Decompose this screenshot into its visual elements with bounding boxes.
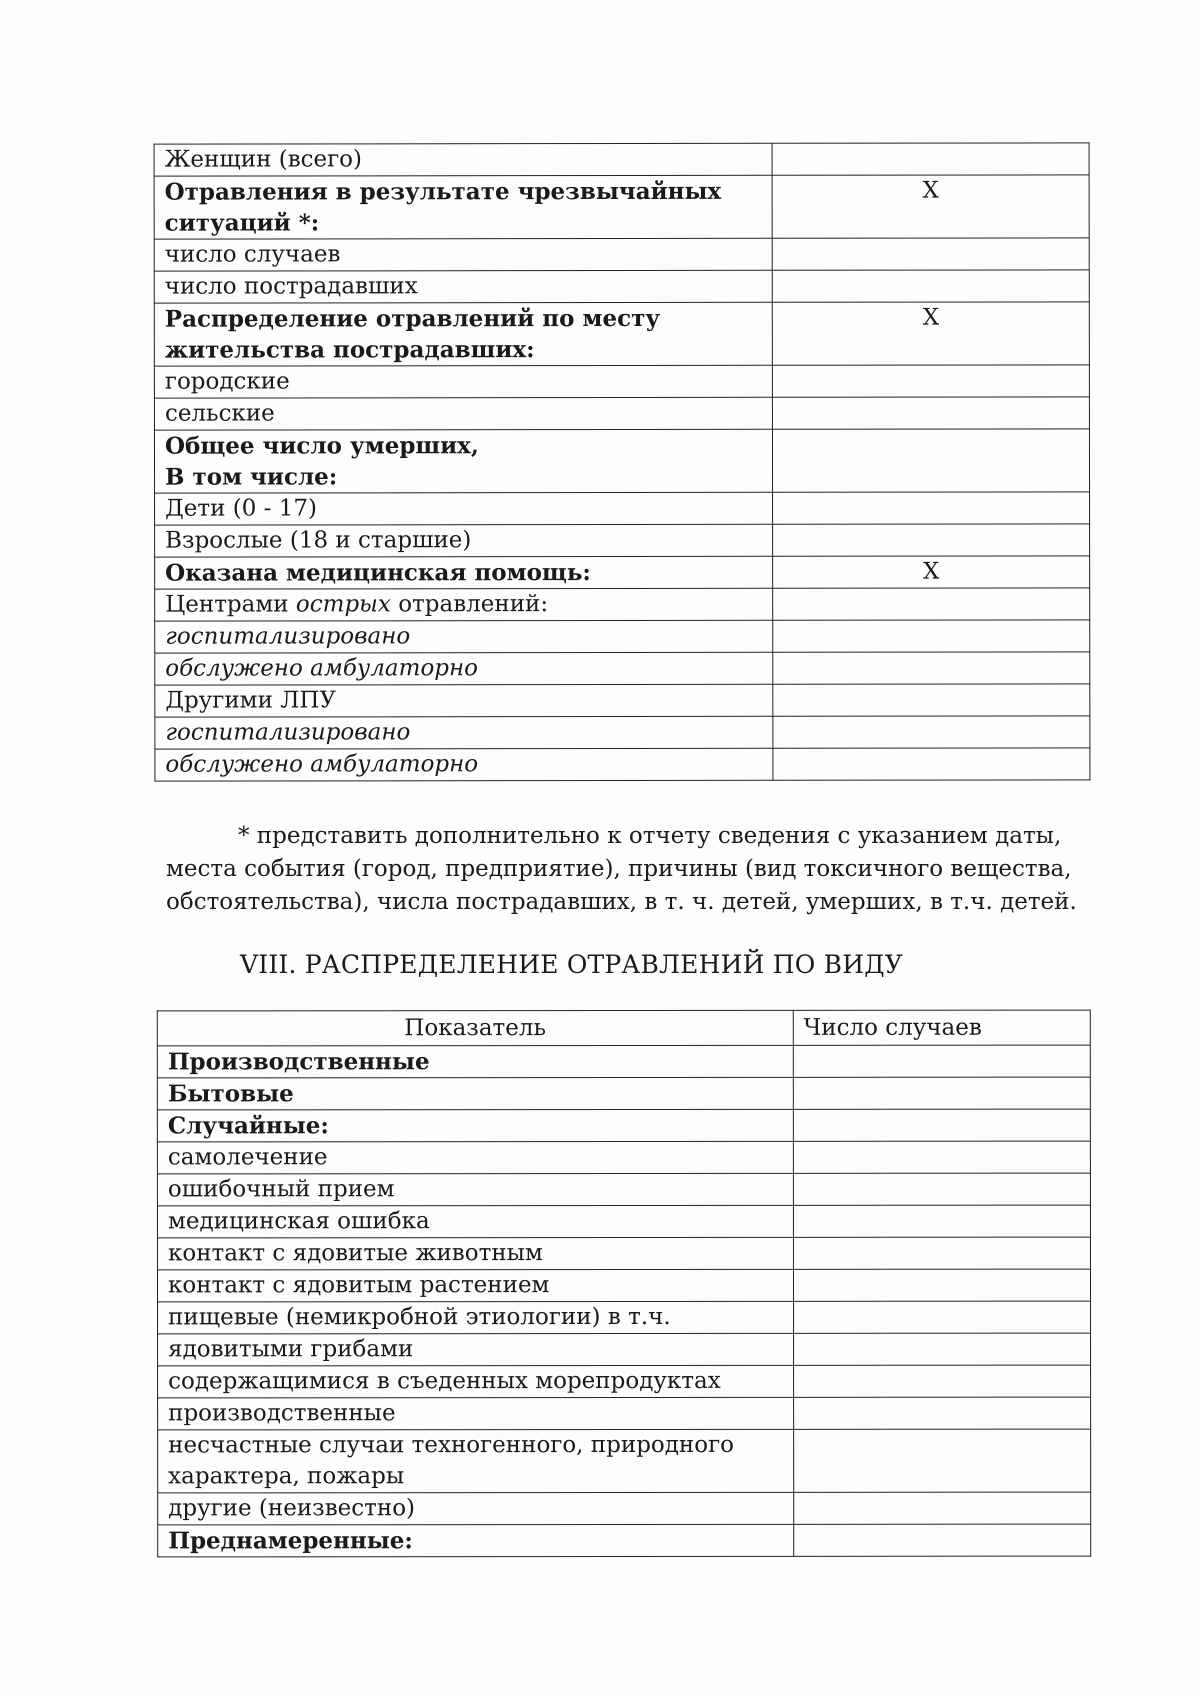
table-row	[155, 748, 1090, 781]
row-label: содержащимися в съеденных морепродуктах	[158, 1365, 794, 1398]
row-value	[793, 1333, 1090, 1365]
table-row	[154, 270, 1089, 303]
row-label: пищевые (немикробной этиологии) в т.ч.	[158, 1301, 794, 1334]
row-label: городские	[154, 365, 772, 398]
table-row	[154, 302, 1089, 366]
row-label: сельские	[154, 397, 772, 430]
row-value	[773, 365, 1090, 397]
row-label: другие (неизвестно)	[158, 1492, 794, 1525]
row-label: Оказана медицинская помощь:	[155, 556, 773, 589]
row-label: ошибочный прием	[157, 1173, 793, 1206]
row-value	[793, 1429, 1090, 1492]
footnote-line: места события (город, предприятие), причины (вид токсичного вещества,	[166, 856, 1072, 882]
table-row	[154, 365, 1089, 398]
table-row	[158, 1301, 1091, 1334]
table-row	[154, 397, 1089, 430]
footnote	[166, 820, 1096, 919]
row-value	[773, 684, 1090, 716]
table-row	[158, 1492, 1091, 1525]
row-value	[793, 1173, 1090, 1205]
row-value	[773, 588, 1090, 620]
table-row	[158, 1333, 1091, 1366]
row-value	[793, 1269, 1090, 1301]
poisoning-details-table	[154, 142, 1091, 781]
table-row	[155, 652, 1090, 685]
table-row	[157, 1077, 1090, 1110]
row-label	[155, 588, 773, 621]
table-row	[155, 684, 1090, 717]
row-label: число случаев	[154, 238, 772, 271]
row-label: обслужено амбулаторно	[155, 748, 773, 781]
row-label: Бытовые	[157, 1077, 793, 1110]
row-label: Взрослые (18 и старшие)	[155, 524, 773, 557]
row-value	[793, 1301, 1090, 1333]
footnote-line: обстоятельства), числа пострадавших, в т. ч. детей, умерших, в т.ч. детей.	[166, 889, 1077, 915]
row-label: несчастные случаи техногенного, природного характера, пожары	[158, 1429, 794, 1493]
row-label: число пострадавших	[154, 270, 772, 303]
table-row	[154, 175, 1089, 239]
row-value	[773, 620, 1090, 652]
row-label: контакт с ядовитые животным	[157, 1237, 793, 1270]
table-row	[154, 238, 1089, 271]
table-row	[155, 716, 1090, 749]
row-label: Дети (0 - 17)	[155, 492, 773, 525]
row-value	[793, 1045, 1090, 1077]
table-row	[157, 1045, 1090, 1078]
row-value	[793, 1237, 1090, 1269]
row-value: X	[772, 302, 1089, 365]
row-label: обслужено амбулаторно	[155, 652, 773, 685]
row-label: медицинская ошибка	[157, 1205, 793, 1238]
row-label: Общее число умерших, В том числе:	[154, 429, 772, 493]
row-value	[772, 143, 1089, 175]
row-value	[793, 1524, 1090, 1556]
column-header-count: Число случаев	[793, 1010, 1090, 1045]
footnote-line: * представить дополнительно к отчету сведения с указанием даты,	[238, 823, 1062, 849]
row-value	[773, 716, 1090, 748]
row-label: Другими ЛПУ	[155, 684, 773, 717]
table-row	[154, 143, 1089, 176]
row-value	[793, 1077, 1090, 1109]
row-value	[793, 1397, 1090, 1429]
row-value	[793, 1205, 1090, 1237]
row-value	[773, 652, 1090, 684]
table-row	[155, 588, 1090, 621]
row-label: самолечение	[157, 1141, 793, 1174]
row-value	[772, 270, 1089, 302]
table-row	[157, 1173, 1090, 1206]
table-row	[158, 1397, 1091, 1430]
table-row	[157, 1205, 1090, 1238]
row-value	[793, 1109, 1090, 1141]
table-row	[155, 492, 1090, 525]
table-row	[155, 524, 1090, 557]
row-label: госпитализировано	[155, 716, 773, 749]
row-value	[793, 1141, 1090, 1173]
row-label: Отравления в результате чрезвычайных ситуаций *:	[154, 175, 772, 239]
row-label: Производственные	[157, 1045, 793, 1078]
row-value	[793, 1492, 1090, 1524]
row-value	[793, 1365, 1090, 1397]
row-value: X	[773, 556, 1090, 588]
row-label: ядовитыми грибами	[158, 1333, 794, 1366]
table-row	[157, 1141, 1090, 1174]
row-label: госпитализировано	[155, 620, 773, 653]
table-row	[158, 1524, 1091, 1557]
table-row	[157, 1237, 1090, 1270]
table-row	[155, 556, 1090, 589]
table-row	[155, 620, 1090, 653]
row-value	[773, 397, 1090, 429]
row-label: Распределение отравлений по месту жительства пострадавших:	[154, 302, 772, 366]
table-row	[157, 1269, 1090, 1302]
row-value	[773, 748, 1090, 780]
table-row	[158, 1365, 1091, 1398]
label-part-italic: острых	[295, 591, 391, 618]
column-header-indicator: Показатель	[157, 1010, 793, 1046]
row-label: производственные	[158, 1397, 794, 1430]
row-value	[772, 238, 1089, 270]
row-label: Преднамеренные:	[158, 1524, 794, 1557]
table-row	[154, 429, 1089, 493]
row-value	[773, 429, 1090, 492]
label-part: Центрами	[165, 591, 296, 618]
table-row	[158, 1429, 1091, 1493]
poisoning-type-table	[157, 1010, 1091, 1558]
row-label: Женщин (всего)	[154, 143, 772, 176]
table-header-row	[157, 1010, 1090, 1046]
row-label: контакт с ядовитым растением	[157, 1269, 793, 1302]
section-title: VIII. РАСПРЕДЕЛЕНИЕ ОТРАВЛЕНИЙ ПО ВИДУ	[240, 950, 903, 979]
label-part: отравлений:	[390, 591, 549, 618]
row-value: X	[772, 175, 1089, 238]
table-row	[157, 1109, 1090, 1142]
row-label: Случайные:	[157, 1109, 793, 1142]
row-value	[773, 524, 1090, 556]
row-value	[773, 492, 1090, 524]
